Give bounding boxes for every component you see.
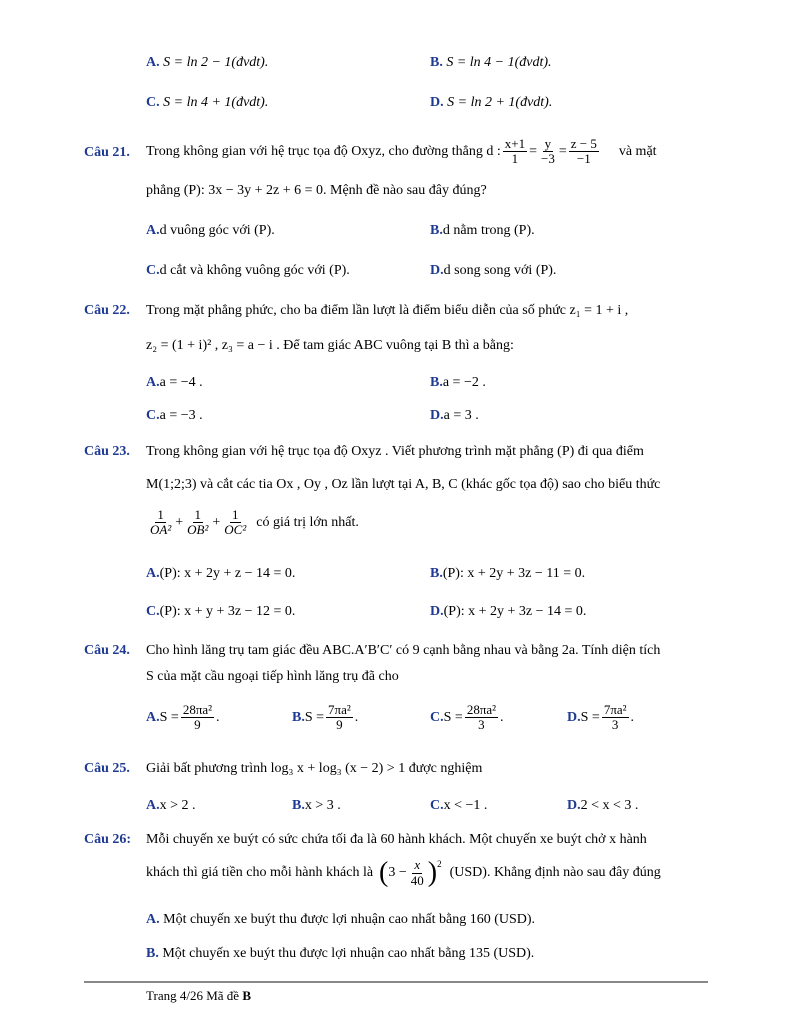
q23-line1: Trong không gian với hệ trục tọa độ Oxyz . Viết phương trình mặt phẳng (P) đi qua điểm xyxy=(146,444,644,459)
footer-code: B xyxy=(242,988,251,1003)
q25-option-b: B.x > 3 . xyxy=(292,798,341,813)
q25-option-c: C.x < −1 . xyxy=(430,798,488,813)
q23-option-b: B.(P): x + 2y + 3z − 11 = 0. xyxy=(430,566,586,581)
q21-option-d: D.d song song với (P). xyxy=(430,263,557,278)
q20-option-b: B. S = ln 4 − 1(đvdt). xyxy=(430,55,552,70)
q25-option-a: A.x > 2 . xyxy=(146,798,196,813)
q23-fraction-ob: $\frac{1}{\text{OB²}}$ xyxy=(187,507,209,538)
q26-line2: khách thì giá tiền cho mỗi hành khách là ( 3 − $\frac{x}{40}$ ) 2 (USD). Khẳng định nào sau đây đúng xyxy=(146,857,661,888)
q23-line2: M(1;2;3) và cắt các tia Ox , Oy , Oz lần lượt tại A, B, C (khác gốc tọa độ) sao cho biểu thức xyxy=(146,477,661,492)
q24-option-b: B. S = $\frac{\text{7πa²}}{9}$ . xyxy=(292,702,359,733)
q21-fraction-y: $\frac{y}{-3}$ xyxy=(540,136,555,167)
q22-line1: Trong mặt phẳng phức, cho ba điểm lần lượt là điểm biểu diễn của số phức z₁ = 1 + i , xyxy=(146,303,629,318)
footer xyxy=(146,988,251,1004)
footer-page: Trang 4/26 xyxy=(146,988,203,1003)
q25-option-d: D.2 < x < 3 . xyxy=(567,798,639,813)
q24-line2: S của mặt cầu ngoại tiếp hình lăng trụ đã cho xyxy=(146,669,399,684)
q23-option-d: D.(P): x + 2y + 3z − 14 = 0. xyxy=(430,604,587,619)
q24-number: Câu 24. xyxy=(84,643,130,658)
q23-option-c: C.(P): x + y + 3z − 12 = 0. xyxy=(146,604,296,619)
q22-number: Câu 22. xyxy=(84,303,130,318)
q24-line1: Cho hình lăng trụ tam giác đều ABC.A′B′C′ có 9 cạnh bằng nhau và bằng 2a. Tính diện tích xyxy=(146,643,661,658)
q21-line2: phẳng (P): 3x − 3y + 2z + 6 = 0. Mệnh đề nào sau đây đúng? xyxy=(146,183,487,198)
q23-number: Câu 23. xyxy=(84,444,130,459)
footer-code-label: Mã đề xyxy=(206,988,240,1003)
q21-fraction-z: $\frac{z - 5}{-1}$ xyxy=(570,136,597,167)
q26-line1: Mỗi chuyến xe buýt có sức chứa tối đa là 60 hành khách. Một chuyến xe buýt chở x hành xyxy=(146,832,647,847)
q21-option-b: B.d nằm trong (P). xyxy=(430,223,535,238)
q25-line1: Giải bất phương trình log₃ x + log₃ (x − 2) > 1 được nghiệm xyxy=(146,761,483,776)
q26-option-a: A. Một chuyến xe buýt thu được lợi nhuận cao nhất bằng 160 (USD). xyxy=(146,912,536,927)
q22-option-a: A.a = −4 . xyxy=(146,375,203,390)
q22-option-b: B.a = −2 . xyxy=(430,375,486,390)
q24-option-d: D. S = $\frac{\text{7πa²}}{3}$ . xyxy=(567,702,635,733)
q20-option-d: D. S = ln 2 + 1(đvdt). xyxy=(430,95,553,110)
q25-number: Câu 25. xyxy=(84,761,130,776)
q20-option-a: A. S = ln 2 − 1(đvdt). xyxy=(146,55,269,70)
q24-option-c: C. S = $\frac{\text{28πa²}}{3}$ . xyxy=(430,702,504,733)
q22-option-d: D.a = 3 . xyxy=(430,408,479,423)
q21-option-c: C.d cắt và không vuông góc với (P). xyxy=(146,263,350,278)
q21-line1: Trong không gian với hệ trục tọa độ Oxyz, cho đường thẳng d : $\frac{x+1}{1}$ = $\frac{y}{-3}$ = $\frac{z - 5}{-1}$ và mặt xyxy=(146,136,657,167)
q20-option-c: C. S = ln 4 + 1(đvdt). xyxy=(146,95,269,110)
q23-expression: $\frac{1}{\text{OA²}}$ + $\frac{1}{\text{OB²}}$ + $\frac{1}{\text{OC²}}$ có giá trị lớn nhất. xyxy=(150,507,359,538)
q21-number: Câu 21. xyxy=(84,145,130,160)
q23-fraction-oc: $\frac{1}{\text{OC²}}$ xyxy=(224,507,247,538)
q26-option-b: B. Một chuyến xe buýt thu được lợi nhuận cao nhất bằng 135 (USD). xyxy=(146,946,535,961)
q21-option-a: A.d vuông góc với (P). xyxy=(146,223,275,238)
q23-fraction-oa: $\frac{1}{\text{OA²}}$ xyxy=(150,507,172,538)
q26-number: Câu 26: xyxy=(84,832,132,847)
footer-divider xyxy=(84,981,708,983)
q23-option-a: A.(P): x + 2y + z − 14 = 0. xyxy=(146,566,296,581)
q21-fraction-x: $\frac{x+1}{1}$ xyxy=(504,136,526,167)
q22-line2: z₂ = (1 + i)² , z₃ = a − i . Để tam giác ABC vuông tại B thì a bằng: xyxy=(146,338,514,353)
q22-option-c: C.a = −3 . xyxy=(146,408,203,423)
q24-option-a: A. S = $\frac{\text{28πa²}}{9}$ . xyxy=(146,702,220,733)
